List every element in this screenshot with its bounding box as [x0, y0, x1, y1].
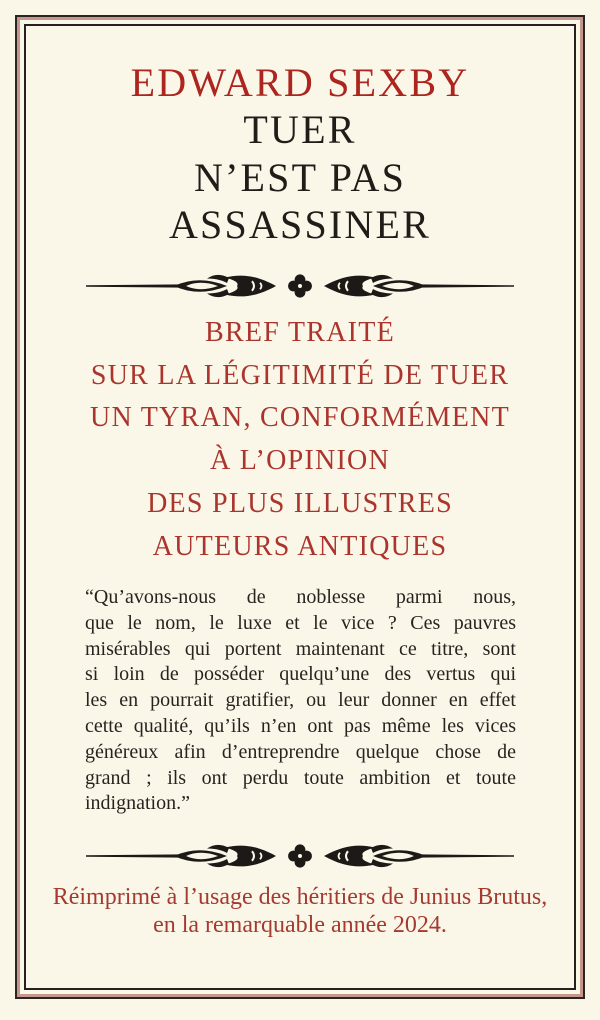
subtitle-block — [0, 312, 600, 568]
quote-line: les en pourrait gratifier, ou leur donner en effet — [85, 689, 516, 712]
subtitle-line: AUTEURS ANTIQUES — [152, 530, 448, 562]
title-line: TUER — [243, 107, 357, 152]
author-name: EDWARD SEXBY — [130, 60, 470, 105]
fleuron-ornament-icon — [86, 841, 514, 871]
quote-line: cette qualité, qu’ils n’en ont pas même les vices — [85, 714, 516, 737]
quote-line: “Qu’avons-nous de noblesse parmi nous, — [85, 586, 516, 608]
fleuron-ornament-icon — [86, 271, 514, 301]
subtitle-line: À L’OPINION — [209, 445, 391, 477]
quote-paragraph — [85, 585, 516, 817]
imprint-line: en la remarquable année 2024. — [153, 911, 447, 938]
title-line: ASSASSINER — [168, 202, 432, 247]
subtitle-line: UN TYRAN, CONFORMÉMENT — [89, 402, 510, 434]
quote-line: misérables qui portent maintenant ce titre, sont — [85, 637, 516, 660]
subtitle-line: BREF TRAITÉ — [205, 317, 395, 348]
imprint-line: Réimprimé à l’usage des héritiers de Junius Brutus, — [52, 884, 548, 910]
quote-line: grand ; ils ont perdu toute ambition et toute — [85, 766, 516, 789]
subtitle-line: DES PLUS ILLUSTRES — [147, 487, 453, 519]
quote-line: indignation.” — [85, 792, 190, 815]
imprint-block — [0, 884, 600, 939]
quote-line: que le nom, le luxe et le vice ? Ces pauvres — [85, 611, 516, 634]
title-line: N’EST PAS — [193, 154, 407, 200]
subtitle-line: SUR LA LÉGITIMITÉ DE TUER — [90, 359, 510, 391]
quote-line: si loin de posséder quelqu’une des vertus qui — [85, 663, 516, 686]
quote-line: généreux afin d’entreprendre quelque chose de — [85, 740, 516, 763]
book-title — [0, 106, 600, 249]
